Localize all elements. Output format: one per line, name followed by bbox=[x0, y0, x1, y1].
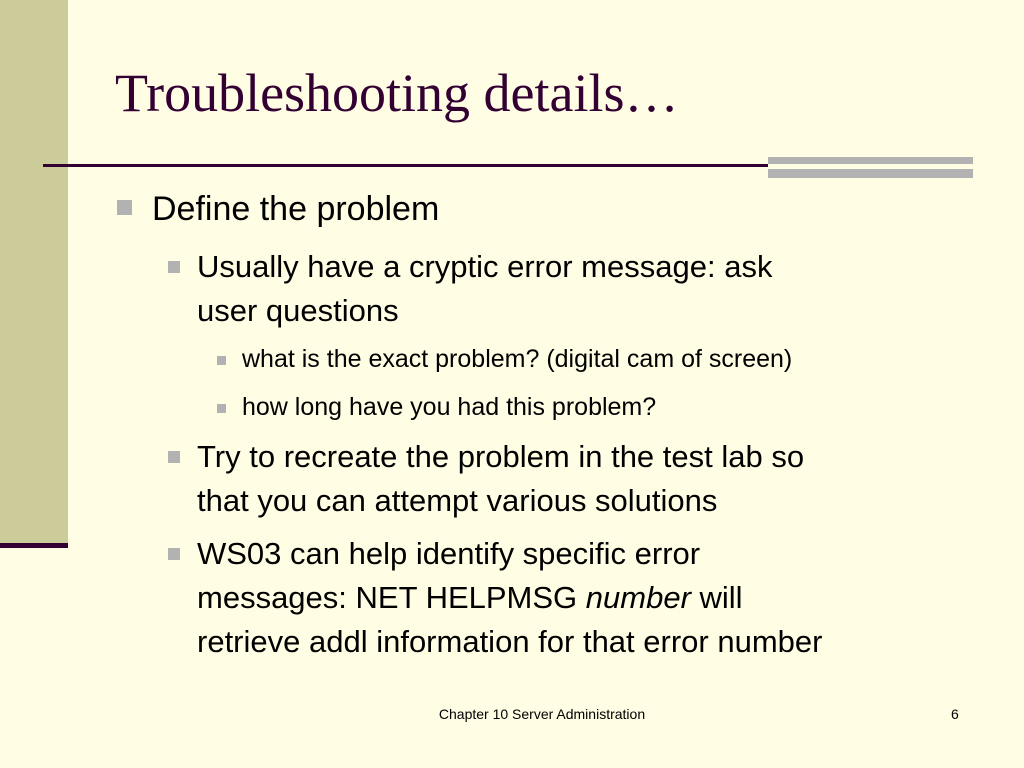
left-accent-band bbox=[0, 0, 68, 543]
bullet-exact-problem bbox=[242, 344, 792, 374]
bullet-text-line: Try to recreate the problem in the test lab so bbox=[197, 439, 805, 474]
bullet-recreate-problem bbox=[197, 435, 804, 523]
title-rule-gray-top bbox=[768, 157, 973, 164]
bullet-cryptic-error bbox=[197, 245, 772, 333]
bullet-define-problem bbox=[152, 187, 439, 231]
bullet-text-line: WS03 can help identify specific error bbox=[197, 536, 701, 571]
bullet-text-segment: will bbox=[690, 580, 743, 615]
bullet-square-icon bbox=[217, 404, 226, 413]
slide-page-number: 6 bbox=[951, 706, 959, 722]
bullet-square-icon bbox=[168, 261, 180, 273]
bullet-text-line: Usually have a cryptic error message: ask bbox=[197, 249, 773, 284]
bullet-text-line bbox=[197, 576, 822, 620]
bullet-text-emphasis: number bbox=[585, 580, 691, 615]
title-underline bbox=[43, 164, 768, 167]
bullet-text: what is the exact problem? (digital cam of screen) bbox=[242, 345, 793, 373]
bullet-ws03-helpmsg bbox=[197, 532, 822, 664]
left-accent-rule bbox=[0, 543, 68, 548]
bullet-text-line: user questions bbox=[197, 293, 399, 328]
bullet-text-line: retrieve addl information for that error number bbox=[197, 624, 823, 659]
slide-footer: Chapter 10 Server Administration bbox=[438, 706, 646, 722]
bullet-square-icon bbox=[168, 548, 180, 560]
bullet-text-segment: messages: NET HELPMSG bbox=[197, 580, 586, 615]
slide-title: Troubleshooting details… bbox=[115, 63, 679, 123]
bullet-square-icon bbox=[217, 356, 226, 365]
title-rule-gray-bottom bbox=[768, 169, 973, 178]
bullet-square-icon bbox=[117, 200, 132, 215]
bullet-text-line: that you can attempt various solutions bbox=[197, 483, 718, 518]
bullet-square-icon bbox=[168, 451, 180, 463]
bullet-text: how long have you had this problem? bbox=[242, 393, 657, 421]
bullet-text: Define the problem bbox=[152, 190, 440, 228]
bullet-how-long bbox=[242, 392, 656, 422]
